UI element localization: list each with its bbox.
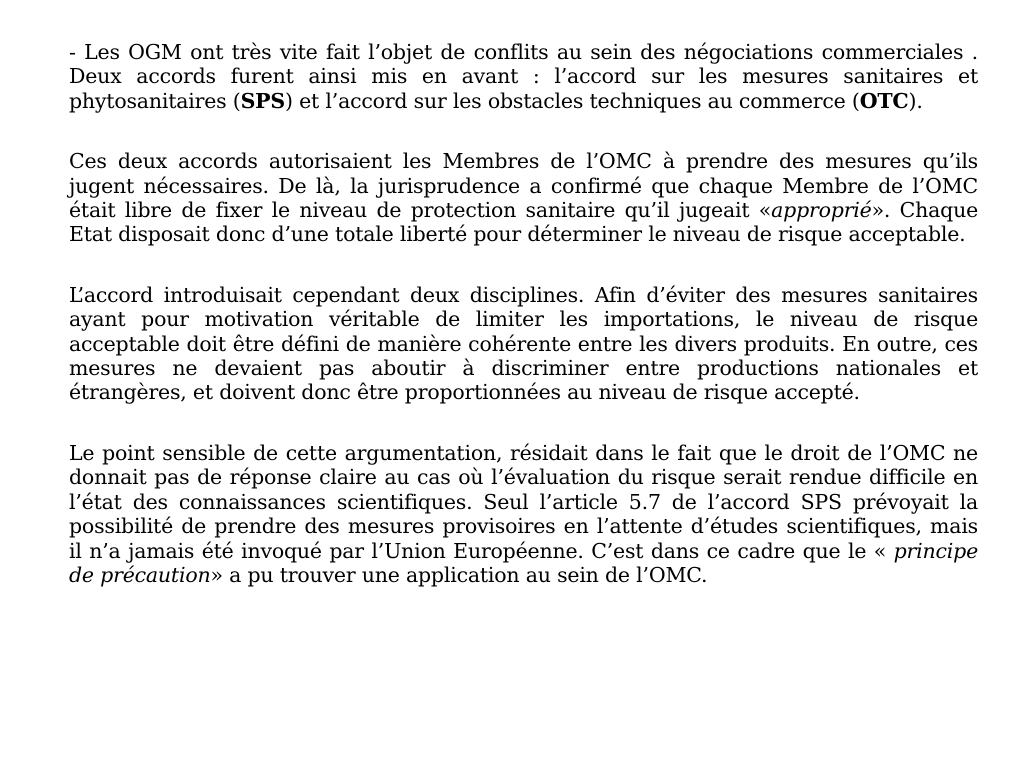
text-run: Le point sensible de cette argumentation, résidait dans le fait que le droit de l’OMC ne donnait pas de réponse claire au cas où l’évaluation du risque serait rendue difficile en l’état des connaissances scientifiques. Seul l’article 5.7 de l’accord SPS prévoyait la possibilité de prendre des mesures provisoires en l’attente d’études scientifiques, mais il n’a jamais été invoqué par l’Union Européenne. C’est dans ce cadre que le «: [69, 440, 978, 563]
text-run: L’accord introduisait cependant deux disciplines. Afin d’éviter des mesures sanitaires ayant pour motivation véritable de limiter les importations, le niveau de risque acceptable doit être défini de manière cohérente entre les divers produits. En outre, ces mesures ne devaient pas aboutir à discriminer entre productions nationales et étrangères, et doivent donc être proportionnées au niveau de risque accepté.: [69, 282, 978, 405]
slide-body: [69, 40, 978, 587]
text-run: ». Chaque Etat disposait donc d’une totale liberté pour déterminer le niveau de risque acceptable.: [69, 198, 979, 247]
paragraph-member-freedom: [69, 149, 978, 247]
sps-acronym: SPS: [240, 88, 286, 113]
paragraph-spacer: [69, 247, 978, 283]
text-run: ) et l’accord sur les obstacles techniques au commerce (: [285, 88, 860, 113]
text-run: ).: [908, 88, 923, 113]
text-run: - Les OGM ont très vite fait l’objet de conflits au sein des négociations commerciales . Deux accords furent ainsi mis en avant : l’accord sur les mesures sanitaires et phytosanitaires (: [69, 40, 978, 113]
paragraph-precaution-principle: [69, 441, 978, 587]
otc-acronym: OTC: [859, 88, 909, 113]
text-run: » a pu trouver une application au sein de l’OMC.: [210, 562, 708, 587]
approprie-emphasis: approprié: [771, 198, 872, 223]
text-run: Ces deux accords autorisaient les Membres de l’OMC à prendre des mesures qu’ils jugent nécessaires. De là, la jurisprudence a confirmé que chaque Membre de l’OMC était libre de fixer le niveau de protection sanitaire qu’il jugeait «: [69, 149, 978, 223]
paragraph-ogm-conflicts: [69, 40, 978, 113]
precaution-emphasis: principe de précaution: [69, 538, 978, 587]
paragraph-spacer: [69, 113, 978, 149]
paragraph-two-disciplines: [69, 283, 978, 405]
paragraph-spacer: [69, 405, 978, 441]
